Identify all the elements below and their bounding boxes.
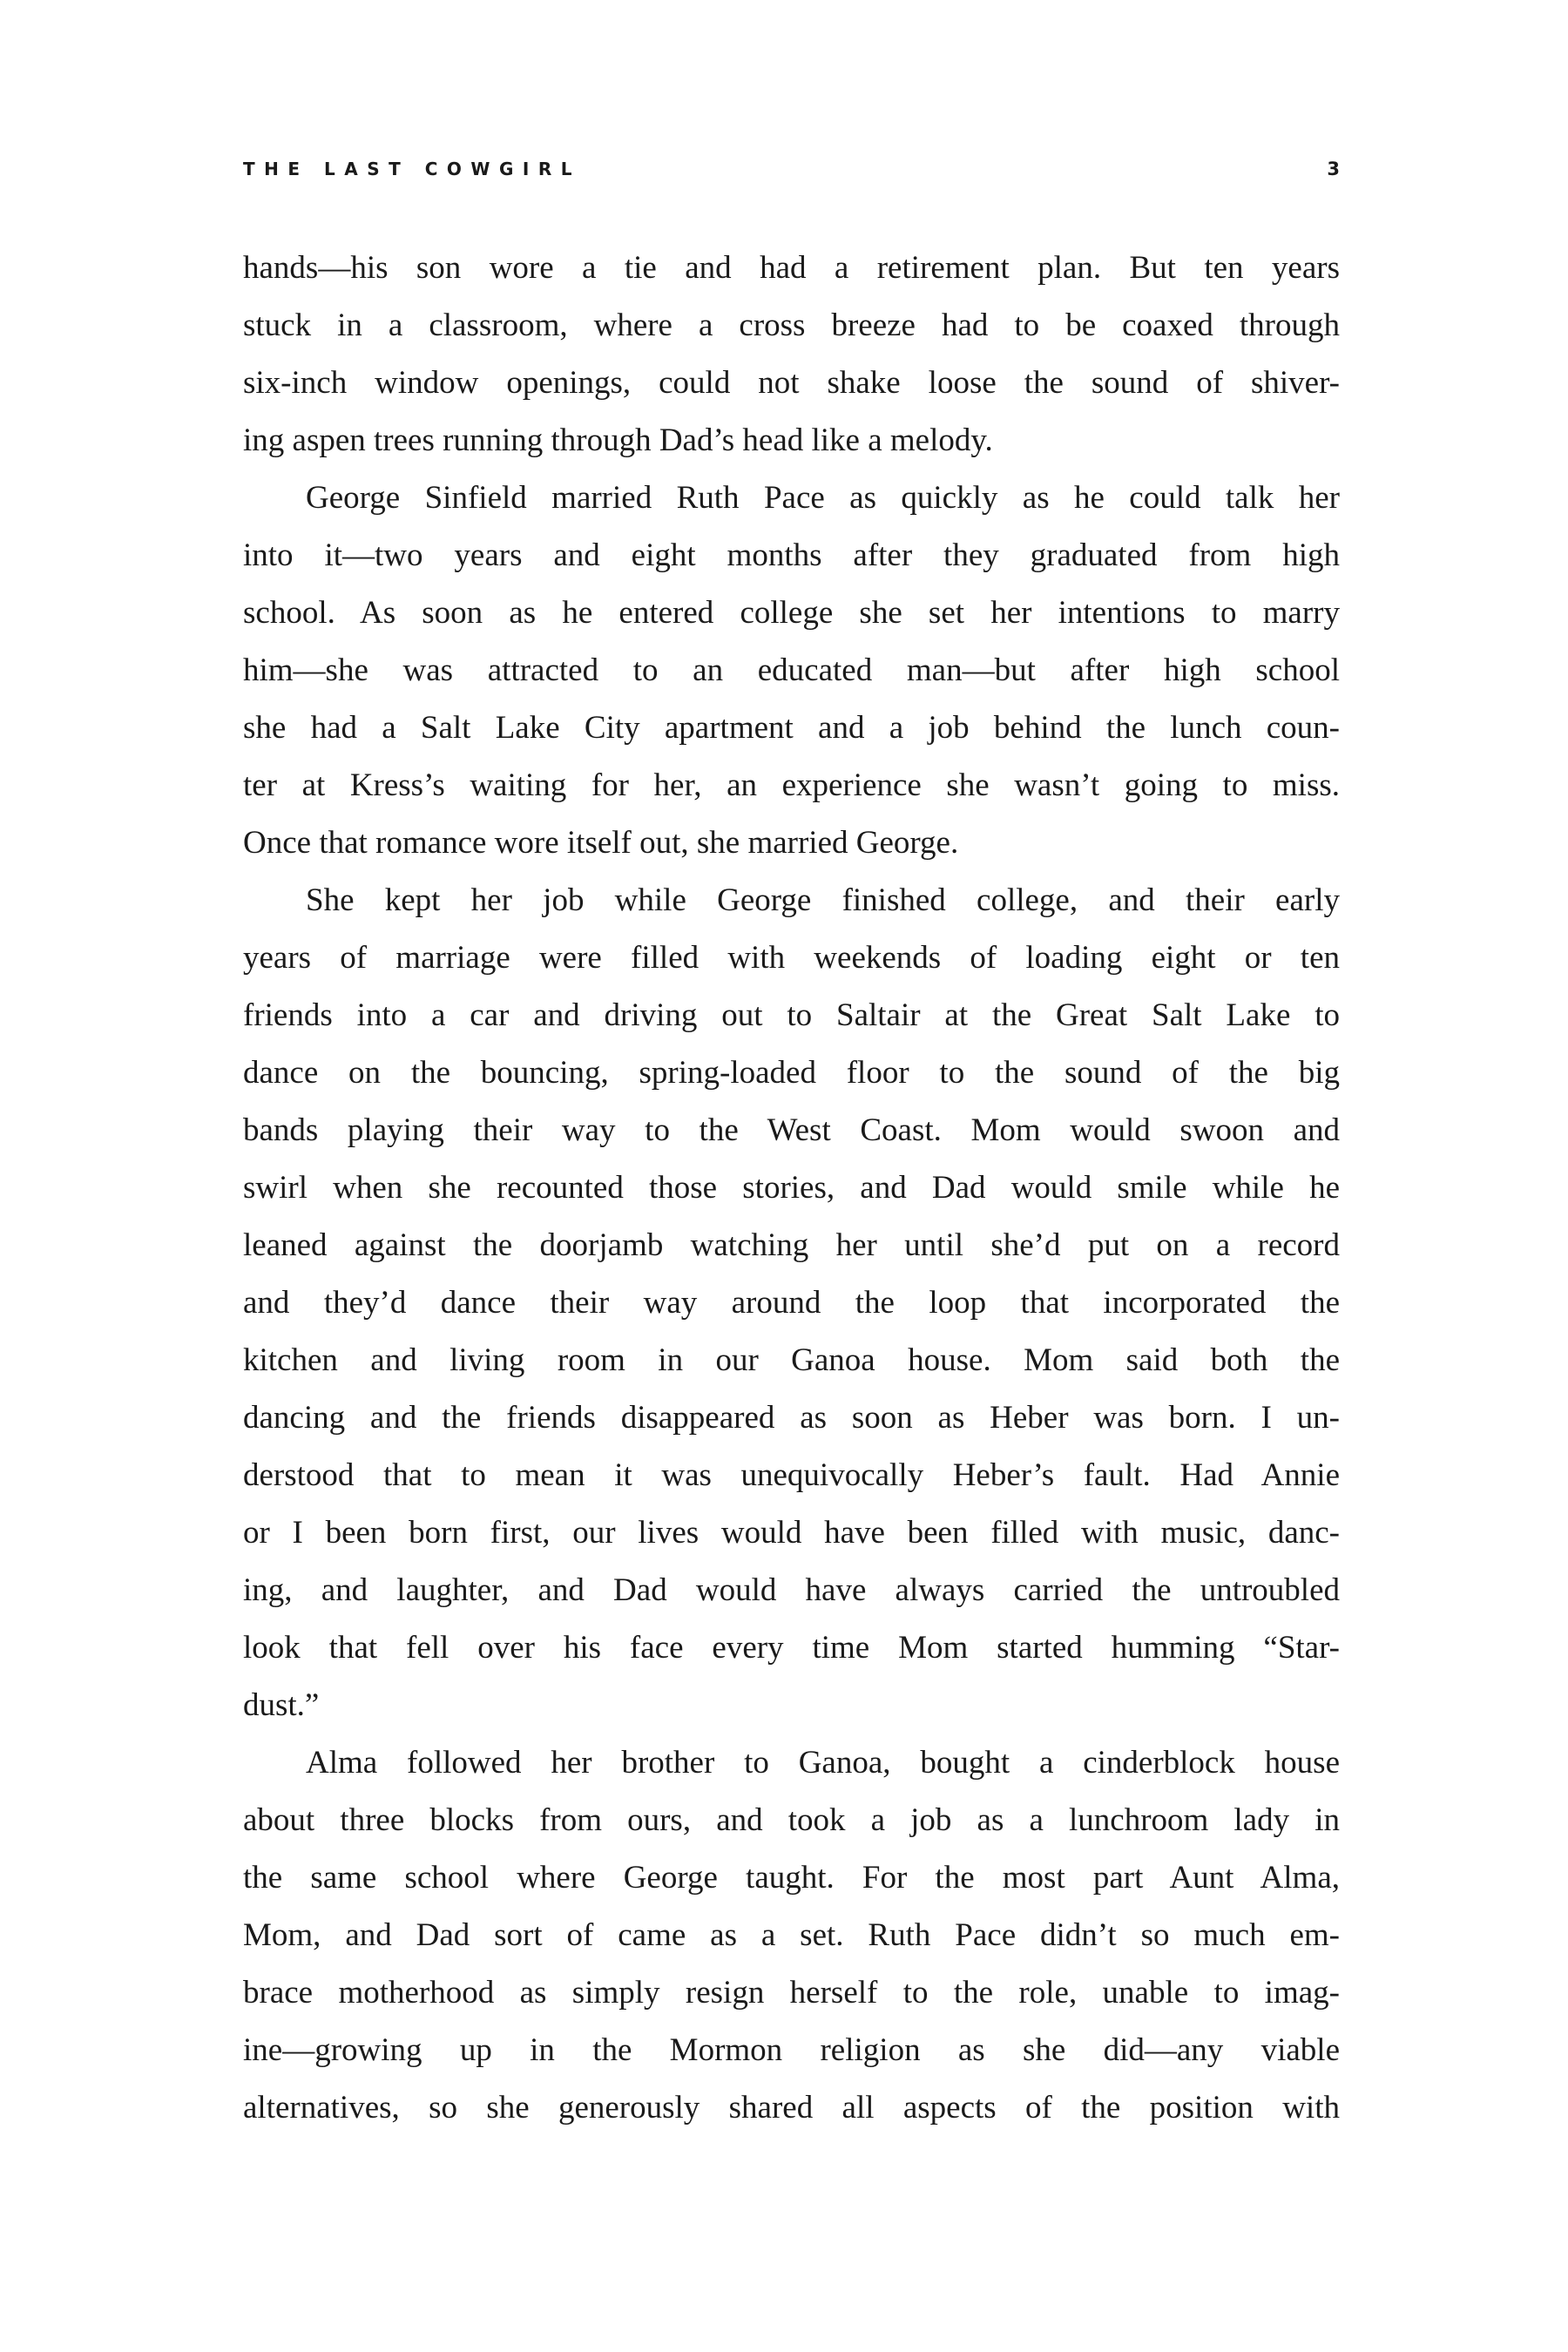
text-line: and they’d dance their way around the loop that incorporated the	[243, 1285, 1340, 1321]
text-line: or I been born first, our lives would have been filled with music, danc-	[243, 1515, 1340, 1551]
text-line: friends into a car and driving out to Saltair at the Great Salt Lake to	[243, 997, 1340, 1033]
text-line: brace motherhood as simply resign herself to the role, unable to imag-	[243, 1975, 1340, 2011]
text-line: stuck in a classroom, where a cross breeze had to be coaxed through	[243, 308, 1340, 343]
text-line: bands playing their way to the West Coast. Mom would swoon and	[243, 1112, 1340, 1148]
text-line: ing, and laughter, and Dad would have always carried the untroubled	[243, 1572, 1340, 1608]
text-line: the same school where George taught. For the most part Aunt Alma,	[243, 1860, 1340, 1896]
running-title: THE LAST COWGIRL	[243, 159, 581, 179]
text-line: ing aspen trees running through Dad’s head like a melody.	[243, 422, 993, 458]
text-line: years of marriage were filled with weekends of loading eight or ten	[243, 940, 1340, 976]
text-line: Once that romance wore itself out, she married George.	[243, 825, 959, 861]
text-line: dance on the bouncing, spring-loaded floor to the sound of the big	[243, 1055, 1340, 1091]
text-line: into it—two years and eight months after they graduated from high	[243, 537, 1340, 573]
text-line: him—she was attracted to an educated man—but after high school	[243, 652, 1340, 688]
text-line: ter at Kress’s waiting for her, an experience she wasn’t going to miss.	[243, 767, 1340, 803]
text-line: she had a Salt Lake City apartment and a job behind the lunch coun-	[243, 710, 1340, 746]
text-line: She kept her job while George finished college, and their early	[306, 882, 1340, 918]
page-number: 3	[1327, 159, 1340, 179]
text-line: six-inch window openings, could not shake loose the sound of shiver-	[243, 365, 1340, 401]
text-line: dust.”	[243, 1687, 320, 1723]
text-line: swirl when she recounted those stories, and Dad would smile while he	[243, 1170, 1340, 1206]
body-text	[243, 246, 1340, 2143]
text-line: ine—growing up in the Mormon religion as she did—any viable	[243, 2032, 1340, 2068]
text-line: George Sinfield married Ruth Pace as quickly as he could talk her	[306, 480, 1340, 516]
running-header	[243, 159, 1340, 186]
text-line: hands—his son wore a tie and had a retirement plan. But ten years	[243, 250, 1340, 286]
text-line: about three blocks from ours, and took a job as a lunchroom lady in	[243, 1802, 1340, 1838]
text-line: leaned against the doorjamb watching her until she’d put on a record	[243, 1227, 1340, 1263]
text-line: derstood that to mean it was unequivocally Heber’s fault. Had Annie	[243, 1457, 1340, 1493]
text-line: school. As soon as he entered college she set her intentions to marry	[243, 595, 1340, 631]
text-line: alternatives, so she generously shared all aspects of the position with	[243, 2090, 1340, 2126]
text-line: Alma followed her brother to Ganoa, bought a cinderblock house	[306, 1745, 1340, 1781]
text-line: look that fell over his face every time Mom started humming “Star-	[243, 1630, 1340, 1666]
text-line: dancing and the friends disappeared as soon as Heber was born. I un-	[243, 1400, 1340, 1436]
text-line: kitchen and living room in our Ganoa house. Mom said both the	[243, 1342, 1340, 1378]
text-line: Mom, and Dad sort of came as a set. Ruth Pace didn’t so much em-	[243, 1917, 1340, 1953]
